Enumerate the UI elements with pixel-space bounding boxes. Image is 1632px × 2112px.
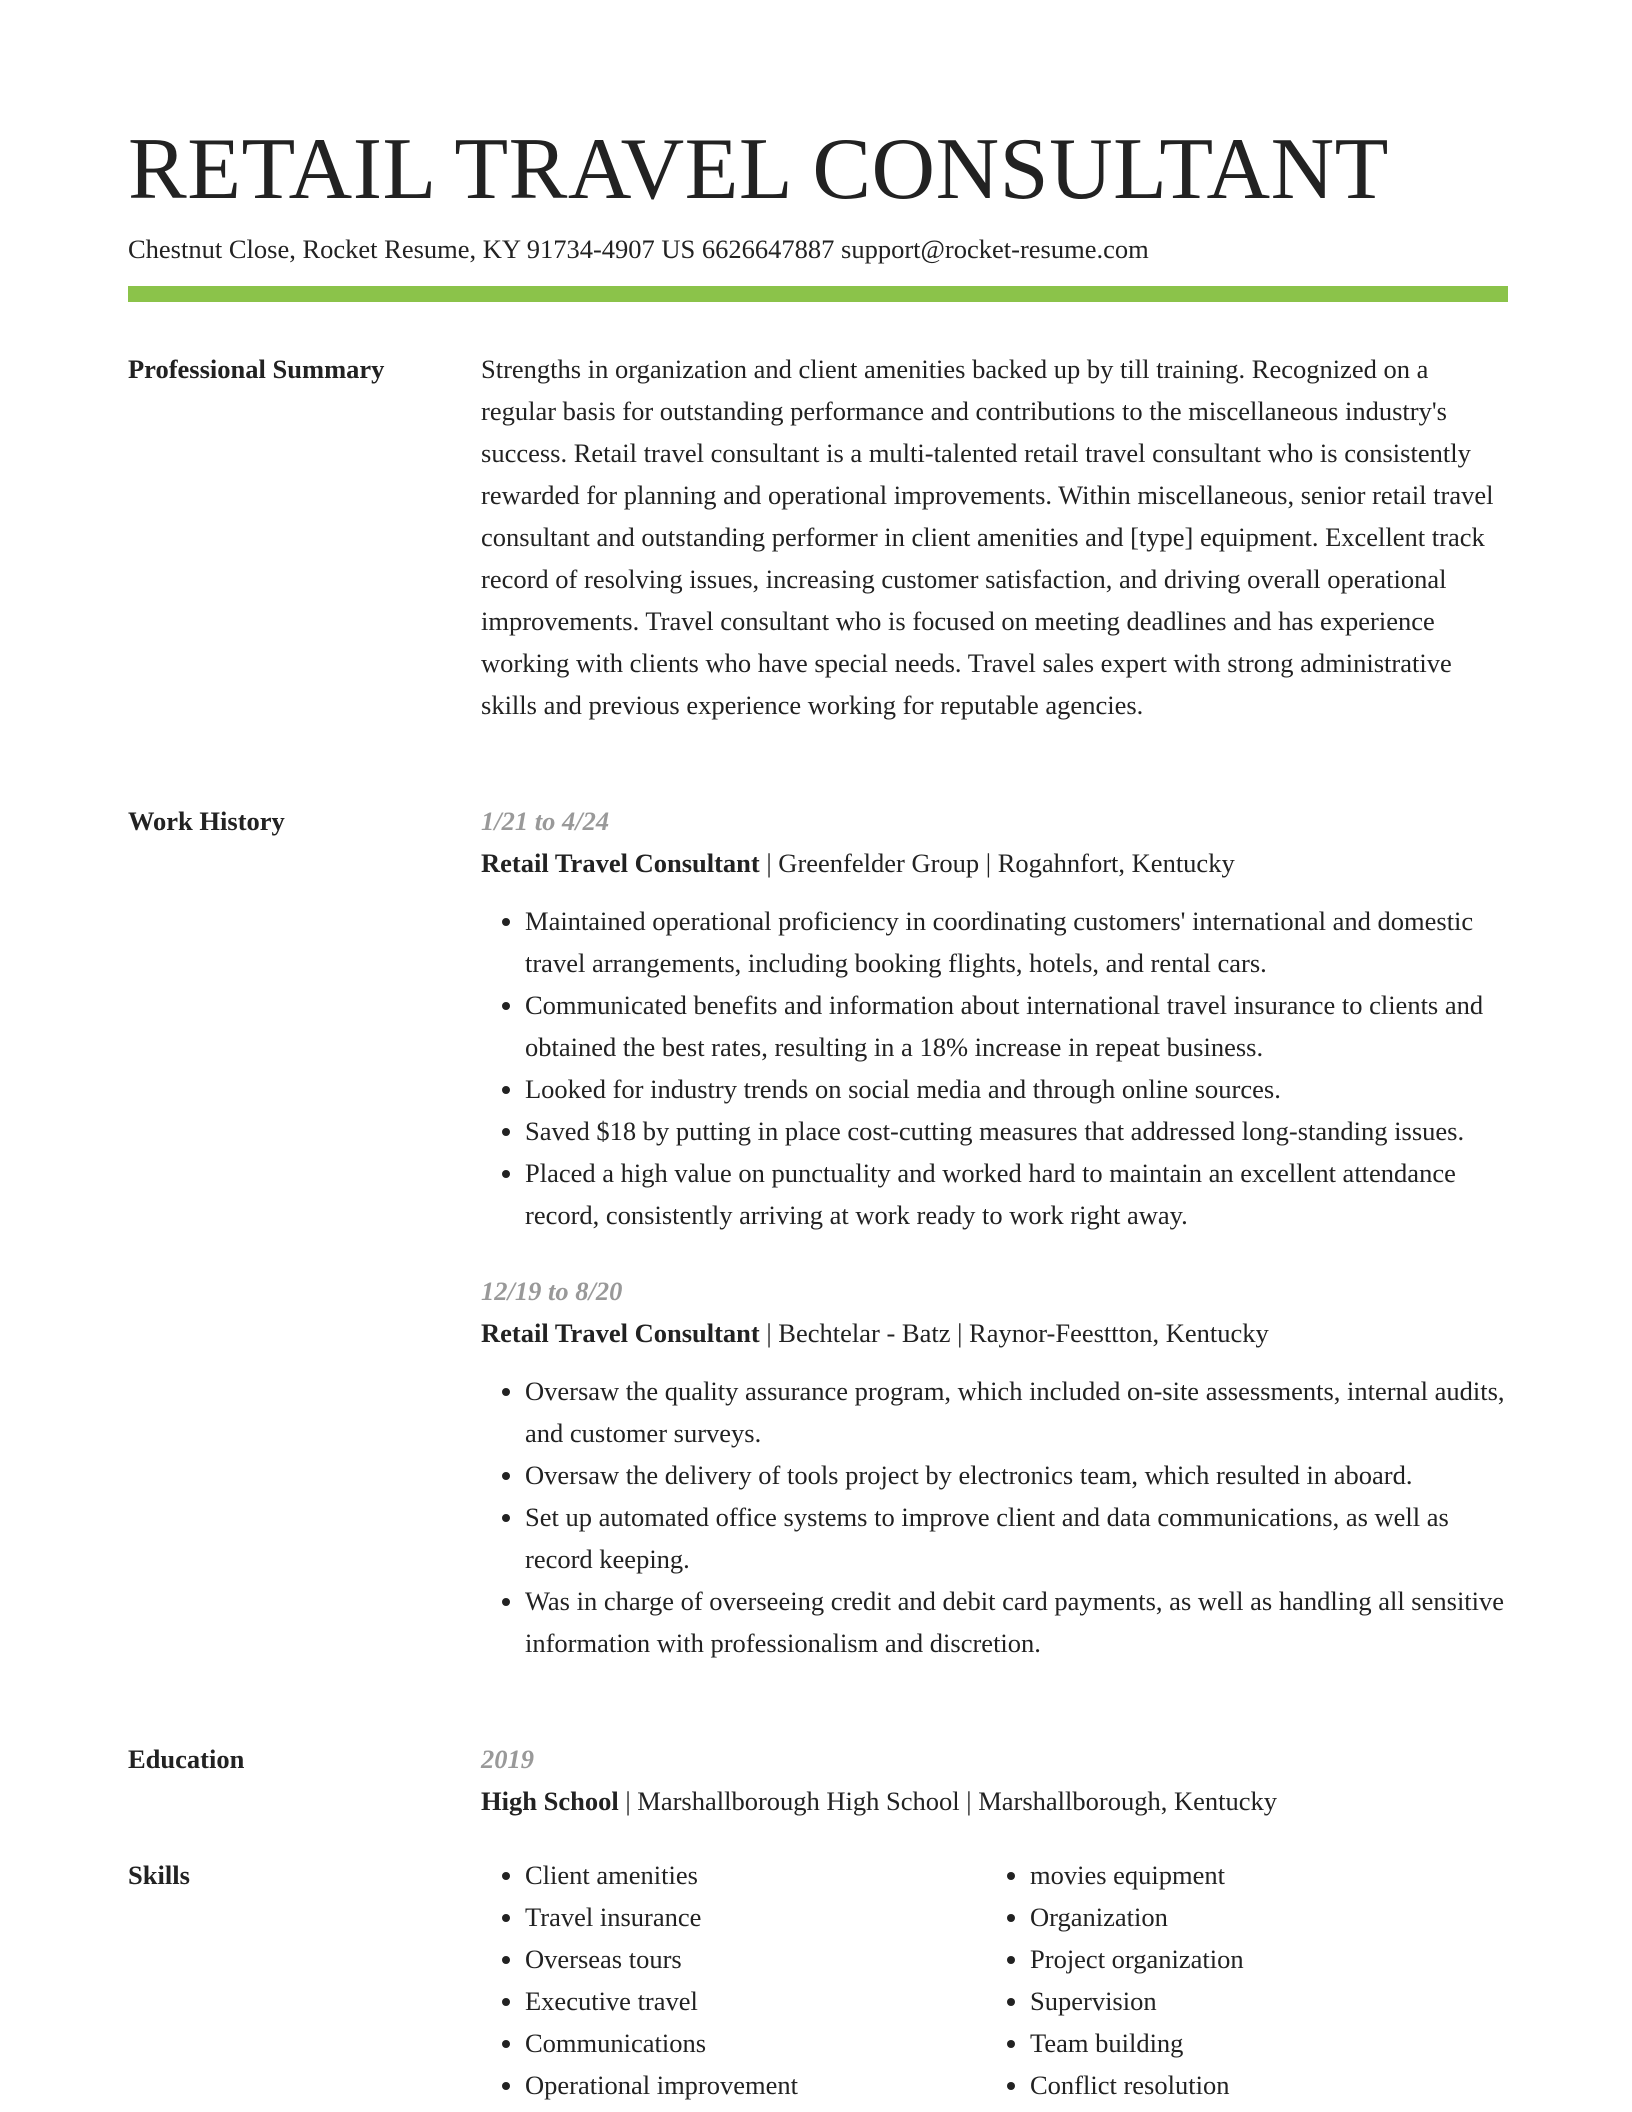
contact-info: Chestnut Close, Rocket Resume, KY 91734-4907 US 6626647887 support@rocket-resume.com — [128, 234, 1149, 264]
job-title: Retail Travel Consultant — [481, 848, 760, 878]
header-divider — [128, 286, 1508, 302]
list-item: • Looked for industry trends on social media and through online sources. — [525, 1068, 1508, 1110]
job-dates: 1/21 to 4/24 — [481, 806, 610, 836]
list-item: • Team building — [1030, 2022, 1491, 2064]
summary-text: Strengths in organization and client amenities backed up by till training. Recognized on a regular basis for outstanding performance and contributions to the miscellaneous industry's success. Retail travel consultant is a multi-talented retail travel consultant who is consistently rewarded for planning and operational improvements. Within miscellaneous, senior retail travel consultant and outstanding performer in client amenities and [type] equipment. Excellent track record of resolving issues, increasing customer satisfaction, and driving overall operational improvements. Travel consultant who is focused on meeting deadlines and has experience working with clients who have special needs. Travel sales expert with strong administrative skills and previous experience working for reputable agencies. — [481, 354, 1494, 720]
section-title-work-history: Work History — [128, 806, 285, 836]
list-item: • Communications — [525, 2022, 986, 2064]
skills-body — [481, 1854, 1508, 2106]
list-item: • Communicated benefits and information about international travel insurance to clients and obtained the best rates, resulting in a 18% increase in repeat business. — [525, 984, 1508, 1068]
list-item: • Oversaw the quality assurance program, which included on-site assessments, internal audits, and customer surveys. — [525, 1370, 1508, 1454]
skills-column-right — [986, 1854, 1491, 2106]
job-title: Retail Travel Consultant — [481, 1318, 760, 1348]
job-heading — [481, 1312, 1508, 1354]
job-bullets — [481, 1370, 1508, 1664]
list-item: • Operational improvement — [525, 2064, 986, 2106]
job-bullets — [481, 900, 1508, 1236]
job-entry — [481, 800, 1508, 1236]
skills-list-right — [986, 1854, 1491, 2106]
work-history-body — [481, 800, 1508, 1664]
list-item: • Oversaw the delivery of tools project by electronics team, which resulted in aboard. — [525, 1454, 1508, 1496]
list-item: • Client amenities — [525, 1854, 986, 1896]
job-company: | Bechtelar - Batz | Raynor-Feesttton, Kentucky — [759, 1318, 1269, 1348]
education-degree: High School — [481, 1786, 619, 1816]
education-heading — [481, 1780, 1508, 1822]
list-item: • Executive travel — [525, 1980, 986, 2022]
skills-column-left — [481, 1854, 986, 2106]
job-entry — [481, 1270, 1508, 1664]
section-title-summary: Professional Summary — [128, 354, 385, 384]
page-title: RETAIL TRAVEL CONSULTANT — [128, 121, 1389, 218]
job-heading — [481, 842, 1508, 884]
list-item: • Set up automated office systems to improve client and data communications, as well as record keeping. — [525, 1496, 1508, 1580]
education-year: 2019 — [481, 1744, 534, 1774]
education-school: | Marshallborough High School | Marshallborough, Kentucky — [618, 1786, 1277, 1816]
list-item: • Organization — [1030, 1896, 1491, 1938]
skills-columns — [481, 1854, 1508, 2106]
job-dates: 12/19 to 8/20 — [481, 1276, 623, 1306]
list-item: • Supervision — [1030, 1980, 1491, 2022]
list-item: • Saved $18 by putting in place cost-cutting measures that addressed long-standing issues. — [525, 1110, 1508, 1152]
skills-list-left — [481, 1854, 986, 2106]
list-item: • Overseas tours — [525, 1938, 986, 1980]
section-title-skills: Skills — [128, 1860, 190, 1890]
list-item: • movies equipment — [1030, 1854, 1491, 1896]
job-company: | Greenfelder Group | Rogahnfort, Kentucky — [759, 848, 1235, 878]
resume-header — [128, 118, 1508, 264]
list-item: • Was in charge of overseeing credit and debit card payments, as well as handling all sensitive information with professionalism and discretion. — [525, 1580, 1508, 1664]
summary-body — [481, 348, 1508, 726]
list-item: • Conflict resolution — [1030, 2064, 1491, 2106]
education-body — [481, 1738, 1508, 1822]
list-item: • Project organization — [1030, 1938, 1491, 1980]
list-item: • Placed a high value on punctuality and worked hard to maintain an excellent attendance record, consistently arriving at work ready to work right away. — [525, 1152, 1508, 1236]
section-title-education: Education — [128, 1744, 245, 1774]
list-item: • Maintained operational proficiency in coordinating customers' international and domestic travel arrangements, including booking flights, hotels, and rental cars. — [525, 900, 1508, 984]
list-item: • Travel insurance — [525, 1896, 986, 1938]
